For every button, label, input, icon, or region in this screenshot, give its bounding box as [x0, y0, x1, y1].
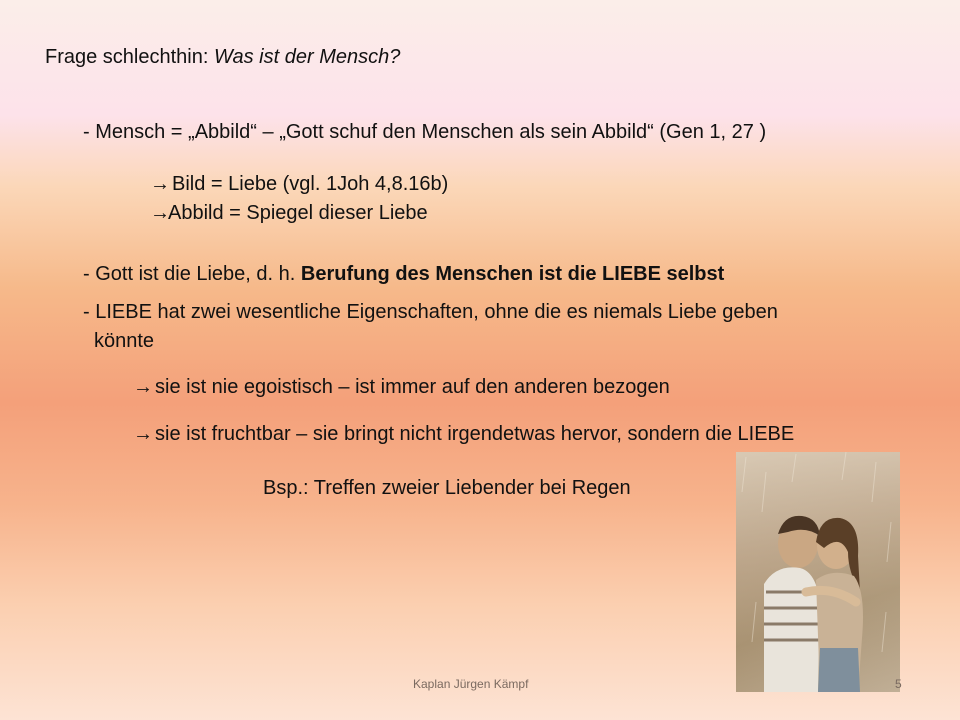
property-not-egoistic — [133, 375, 670, 399]
slide-title — [45, 45, 400, 69]
bullet-liebe-eigenschaften-cont: könnte — [94, 330, 155, 352]
sub-abbild-spiegel — [150, 201, 428, 225]
arrow-right-icon: → — [133, 423, 153, 445]
footer-page-number: 5 — [895, 677, 902, 691]
property-fruitful — [133, 422, 794, 446]
example-text: Bsp.: Treffen zweier Liebender bei Regen — [263, 477, 631, 499]
bullet-mensch-abbild: - Mensch = „Abbild“ – „Gott schuf den Menschen als sein Abbild“ (Gen 1, 27 ) — [83, 121, 767, 143]
title-question: Was ist der Mensch? — [213, 46, 401, 68]
bullet-gott-liebe — [83, 262, 724, 286]
couple-in-rain-photo — [736, 452, 900, 692]
footer-author: Kaplan Jürgen Kämpf — [413, 677, 529, 691]
bullet-liebe-eigenschaften: - LIEBE hat zwei wesentliche Eigenschaften, ohne die es niemals Liebe geben — [83, 301, 778, 323]
bullet-gott-liebe-prefix: - Gott ist die Liebe, d. h. — [83, 263, 301, 285]
title-prefix: Frage schlechthin: — [45, 46, 214, 68]
arrow-right-icon: → — [150, 202, 170, 224]
sub-bild-liebe — [150, 172, 448, 196]
arrow-right-icon: → — [150, 173, 170, 195]
bullet-gott-liebe-bold: Berufung des Menschen ist die LIEBE selbst — [300, 263, 725, 285]
sub-abbild-spiegel-text: Abbild = Spiegel dieser Liebe — [168, 202, 428, 224]
sub-bild-liebe-text: Bild = Liebe (vgl. 1Joh 4,8.16b) — [172, 173, 449, 195]
property-not-egoistic-text: sie ist nie egoistisch – ist immer auf den anderen bezogen — [155, 376, 670, 398]
property-fruitful-text: sie ist fruchtbar – sie bringt nicht irgendetwas hervor, sondern die LIEBE — [155, 423, 795, 445]
arrow-right-icon: → — [133, 376, 153, 398]
